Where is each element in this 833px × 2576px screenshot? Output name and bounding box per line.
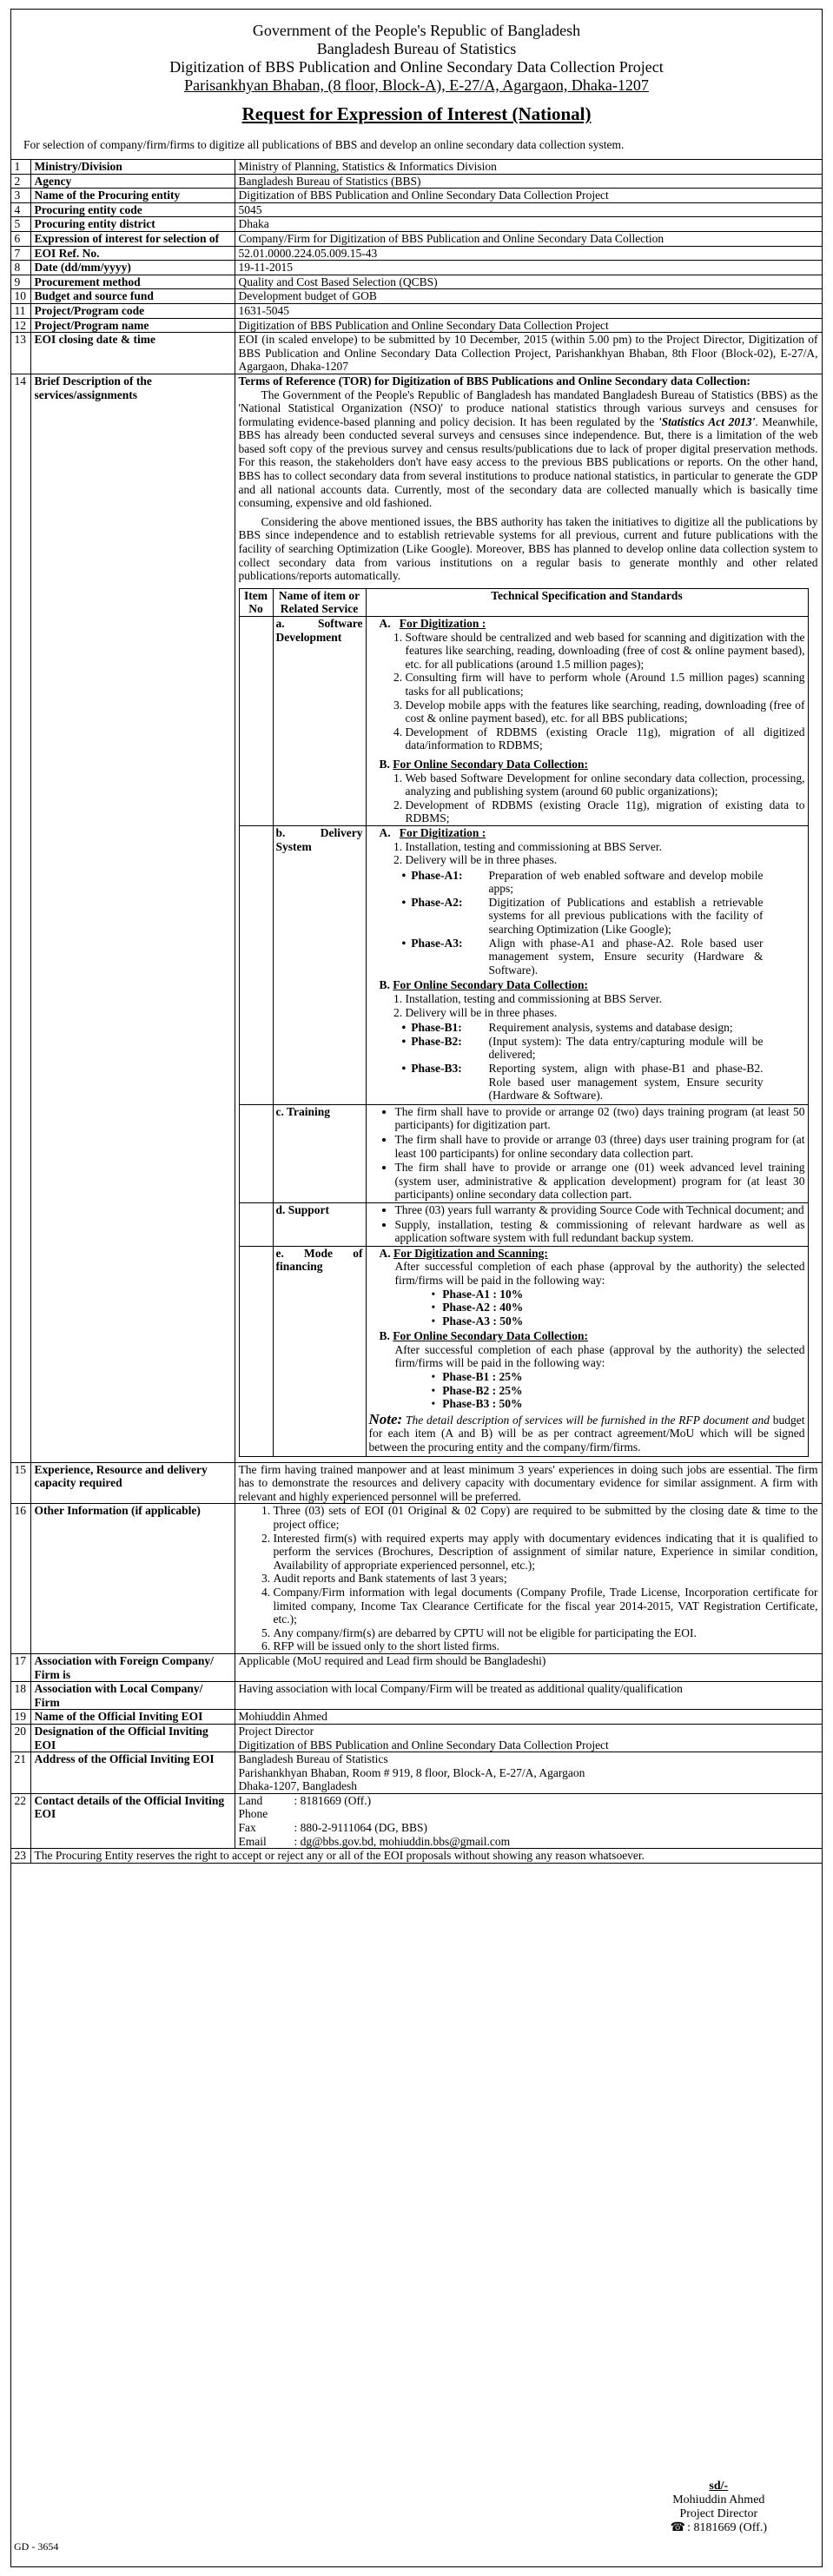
- note: Note: The detail description of services will be furnished in the RFP document and budget for each item (A and B) will be as per contract agreement/MoU which will be signed between the procuring entity and the company/firm/firms.: [368, 1410, 805, 1454]
- phase-row: • Phase-A3: Align with phase-A1 and phase-A2. Role based user management system, Ensure security (Hardware & Software).: [400, 937, 765, 977]
- table-row: [10, 1849, 822, 1864]
- field-label: Designation of the Official Inviting EOI: [30, 1724, 235, 1752]
- list-item: 2. Delivery will be in three phases.: [406, 853, 805, 867]
- field-label: EOI closing date & time: [30, 333, 235, 374]
- section-title: For Online Secondary Data Collection:: [393, 978, 588, 992]
- field-value: Bangladesh Bureau of Statistics (BBS): [235, 174, 822, 189]
- row-number: 10: [10, 289, 30, 304]
- table-row: [10, 160, 822, 175]
- spec-list: [369, 631, 805, 752]
- list-item: 1. Installation, testing and commissioning at BBS Server.: [406, 992, 805, 1006]
- table-row: [10, 174, 822, 189]
- payment-list: [432, 1288, 805, 1328]
- row-number: 6: [10, 231, 30, 246]
- row-number: 1: [10, 160, 30, 175]
- list-item: 4. Development of RDBMS (existing Oracle 11g), migration of all digitized data/information to RDBMS;: [406, 725, 805, 752]
- field-value: 52.01.0000.224.05.009.15-43: [235, 246, 822, 261]
- row-number: 11: [10, 303, 30, 318]
- payment-phase: • Phase-A1 : 10%: [432, 1288, 805, 1301]
- payment-list: [432, 1370, 805, 1411]
- table-row: [10, 275, 822, 289]
- payment-text: After successful completion of each phase (approval by the authority) the selected firm/firms will be paid in the following way:: [394, 1260, 805, 1287]
- field-label: Ministry/Division: [30, 160, 235, 175]
- section-title: For Digitization and Scanning:: [393, 1246, 548, 1260]
- list-item: • Supply, installation, testing & commissioning of relevant hardware as well as application software system with full redundant backup system.: [395, 1218, 805, 1245]
- field-label: Agency: [30, 174, 235, 189]
- fax: Fax : 880-2-9111064 (DG, BBS): [238, 1821, 427, 1835]
- field-label: Project/Program code: [30, 303, 235, 318]
- field-label: Name of the Procuring entity: [30, 189, 235, 203]
- list-item: 2. Development of RDBMS (existing Oracle 11g), migration of existing data to RDBMS;: [406, 798, 805, 825]
- row-number: 18: [10, 1682, 30, 1710]
- official-address: Bangladesh Bureau of Statistics Parishankhyan Bhaban, Room # 919, 8 floor, Block-A, E-27/A, Agargaon Dhaka-1207, Bangladesh: [235, 1752, 822, 1794]
- field-value: The firm having trained manpower and at least minimum 3 years' experiences in doing such jobs are essential. The firm has to demonstrate the resources and delivery capacity with documentary evidence for similar assignment. A firm with relevant and highly experienced personnel will be preferred.: [235, 1462, 822, 1504]
- field-value: 19-11-2015: [235, 261, 822, 275]
- spec-list: [369, 771, 805, 825]
- field-value: EOI (in scaled envelope) to be submitted by 10 December, 2015 (within 5.00 pm) to the Project Director, Digitization of BBS Publication and Online Secondary Data Collection Project, Parishankhyan Bhaban, 8th Floor (Block-02), E-27/A, Agargaon, Dhaka-1207: [235, 333, 822, 374]
- government-name: Government of the People's Republic of Bangladesh: [252, 22, 581, 39]
- payment-phase: • Phase-B2 : 25%: [432, 1384, 805, 1398]
- tor-header-row: [239, 588, 808, 616]
- table-row: [10, 1682, 822, 1710]
- list-item: 1. Three (03) sets of EOI (01 Original & 02 Copy) are required to be submitted by the closing date & time to the project office;: [274, 1504, 818, 1531]
- table-row: [10, 231, 822, 246]
- tor-paragraph: Considering the above mentioned issues, the BBS authority has taken the initiatives to digitize all the publications by BBS since independence and to establish retrievable systems for all previous, current and future publications with the facility of searching Optimization (Like Google). Moreover, BBS has planned to develop online data collection system to collect secondary data from various institutions on a regular basis to generate monthly and other related publications/reports automatically.: [238, 514, 818, 583]
- list-item: 2. Consulting firm will have to perform whole (Around 1.5 million pages) scanning tasks for all publications;: [406, 671, 805, 698]
- row-number: 21: [10, 1752, 30, 1794]
- official-name: Mohiuddin Ahmed: [235, 1710, 822, 1725]
- list-item: 6. RFP will be issued only to the short listed firms.: [274, 1639, 818, 1653]
- section-title: For Digitization :: [399, 825, 486, 839]
- item-spec: A. For Digitization : 1. Software should be centralized and web based for scanning and digitization with the features like searching, reading, downloading (free of cost & online payment based), etc. for all publications (around 1.5 million pages); 2. Consulting firm will have to perform whole (Around 1.5 million pages) scanning tasks for all publications; 3. Develop mobile apps with the features like searching, reading, downloading (free of cost & online payment based), etc. for all BBS publications; 4. Development of RDBMS (existing Oracle 11g), migration of all digitized data/information to RDBMS; B. For Online Secondary Data Collection: 1. Web based Software Development for online secondary data collection, processing, analyzing and publishing system (around 60 public organizations); 2. Development of RDBMS (existing Oracle 11g), migration of existing data to RDBMS;: [366, 617, 808, 826]
- table-row: [10, 1793, 822, 1848]
- table-row: [10, 189, 822, 203]
- field-value: The Procuring Entity reserves the right to accept or reject any or all of the EOI proposals without showing any reason whatsoever.: [30, 1849, 822, 1864]
- list-item: 2. Interested firm(s) with required experts may apply with documentary evidences indicating that it is qualified to perform the services (Brochures, Description of assignment of similar nature, Experience in similar condition, Availability of appropriate experienced personnel, etc.);: [274, 1532, 818, 1573]
- field-label: Address of the Official Inviting EOI: [30, 1752, 235, 1794]
- tor-row: [239, 1104, 808, 1202]
- list-item: 4. Company/Firm information with legal documents (Company Profile, Trade License, Incorporation certificate for limited company, Income Tax Clearance Certificate for the fiscal year 2014-2015, VAT Registration Certificate, etc.);: [274, 1586, 818, 1626]
- section-title: For Online Secondary Data Collection:: [393, 757, 588, 771]
- table-row: [10, 1710, 822, 1725]
- field-value: Quality and Cost Based Selection (QCBS): [235, 275, 822, 289]
- field-label: Project/Program name: [30, 318, 235, 333]
- section-title: For Online Secondary Data Collection:: [393, 1329, 588, 1343]
- tor-row: [239, 825, 808, 1104]
- field-value: Development budget of GOB: [235, 289, 822, 304]
- row-number: 16: [10, 1504, 30, 1654]
- table-row: [10, 1462, 822, 1504]
- tor-table: [239, 588, 809, 1457]
- table-row: [10, 202, 822, 217]
- land-phone: Land Phone : 8181669 (Off.): [238, 1793, 372, 1821]
- note-label: Note:: [368, 1410, 403, 1427]
- table-row: [10, 318, 822, 333]
- field-value: 5045: [235, 202, 822, 217]
- item-name: c. Training: [273, 1104, 366, 1202]
- row-number: 7: [10, 246, 30, 261]
- row-number: 23: [10, 1849, 30, 1864]
- phase-table: [400, 869, 765, 977]
- tor-row: [239, 617, 808, 826]
- item-name: d. Support: [273, 1202, 366, 1246]
- row-number: 9: [10, 275, 30, 289]
- item-spec: A. For Digitization : 1. Installation, testing and commissioning at BBS Server. 2. Delivery will be in three phases. • Phase-A1: Preparation of web enabled software and develop mobile apps; • Phase-A2: Digitization of Publications and establish a retrievable systems for all previous publications with the facility of searching Optimization (Like Google); • Phase-A3: Align with phase-A1 and phase-A2. Role based user management system, Ensure security (Hardware & Software). B. For Online Secondary Data Collection: 1. Installation, testing and commissioning at BBS Server. 2. Delivery will be in three phases. • Phase-B1: Requirement analysis, systems and database design; • Phase-B2: (Input system): The data entry/capturing module will be delivered; • Phase-B3: Reporting system, align with phase-B1 and phase-B2. Role based user management system, Ensure security (Hardware & Software).: [366, 825, 808, 1104]
- section-title: For Digitization :: [399, 617, 486, 630]
- office-address: Parisankhyan Bhaban, (8 floor, Block-A), E-27/A, Agargaon, Dhaka-1207: [184, 76, 649, 94]
- field-value: Company/Firm for Digitization of BBS Publication and Online Secondary Data Collection: [235, 231, 822, 246]
- list-item: 3. Develop mobile apps with the features like searching, reading, downloading (free of cost & online payment based), etc. for all BBS publications;: [406, 699, 805, 725]
- tor-row: [239, 1246, 808, 1456]
- tor-paragraph: The Government of the People's Republic of Bangladesh has mandated Bangladesh Bureau of Statistics (BBS) as the 'National Statistical Organization (NSO)' to produce national statistics through various surveys and censuses for formulating evidence-based planning and policy decision. It has been regulated by the 'Statistics Act 2013'. Meanwhile, BBS has already been conducted several surveys and censuses since independence. But, there is a limitation of the web based soft copy of the previous survey and census results/publications due to lack of proper digital preservation methods. For this reason, the stakeholders don't have easy access to the previous BBS publications or reports. On the other hand, BBS has to collect secondary data from several institutions to produce national statistics, in particular to generate the GDP and all national accounts data. Currently, most of the secondary data are collected manually which is basically time consuming, expensive and old fashioned.: [238, 387, 818, 510]
- payment-text: After successful completion of each phase (approval by the authority) the selected firm/firms will be paid in the following way:: [394, 1342, 805, 1370]
- field-label: Brief Description of the services/assignments: [30, 374, 235, 1462]
- field-value: Dhaka: [235, 217, 822, 232]
- row-number: 14: [10, 374, 30, 1462]
- list-item: 5. Any company/firm(s) are debarred by CPTU will not be eligible for participating the EOI.: [274, 1626, 818, 1640]
- list-item: 3. Audit reports and Bank statements of last 3 years;: [274, 1572, 818, 1586]
- phase-row: • Phase-B2: (Input system): The data entry/capturing module will be delivered;: [400, 1035, 765, 1062]
- field-label: Association with Local Company/ Firm: [30, 1682, 235, 1710]
- signatory-name: Mohiuddin Ahmed: [672, 2493, 765, 2506]
- signature-block: [671, 2480, 767, 2535]
- field-value: Having association with local Company/Firm will be treated as additional quality/qualification: [235, 1682, 822, 1710]
- field-label: Budget and source fund: [30, 289, 235, 304]
- advertisement-frame: [10, 9, 823, 2567]
- signatory-designation: Project Director: [679, 2507, 758, 2520]
- other-info-list: [239, 1504, 818, 1653]
- field-value: [235, 1504, 822, 1654]
- eoi-table: [10, 159, 823, 1864]
- field-label: EOI Ref. No.: [30, 246, 235, 261]
- table-row: [10, 1504, 822, 1654]
- row-number: 8: [10, 261, 30, 275]
- col-item-name: Name of item or Related Service: [273, 588, 366, 616]
- spec-list: [369, 1105, 805, 1202]
- row-number: 4: [10, 202, 30, 217]
- field-value: 1631-5045: [235, 303, 822, 318]
- signature-sd: sd/-: [709, 2480, 729, 2493]
- list-item: • Three (03) years full warranty & providing Source Code with Technical document; and: [395, 1203, 805, 1217]
- item-spec: A. For Digitization and Scanning: After successful completion of each phase (approval by the authority) the selected firm/firms will be paid in the following way: • Phase-A1 : 10% • Phase-A2 : 40% • Phase-A3 : 50% B. For Online Secondary Data Collection: After successful completion of each phase (approval by the authority) the selected firm/firms will be paid in the following way: • Phase-B1 : 25% • Phase-B2 : 25% • Phase-B3 : 50% Note: The detail description of services will be furnished in the RFP document and budget for each item (A and B) will be as per contract agreement/MoU which will be signed between the procuring entity and the company/firm/firms.: [366, 1246, 808, 1456]
- row-number: 2: [10, 174, 30, 189]
- letterhead: [11, 10, 822, 124]
- list-item: • The firm shall have to provide or arrange one (01) week advanced level training (system user, administrative & application development) program for (at least 30 participants) online secondary data collection part.: [395, 1161, 805, 1202]
- item-name: b. Delivery System: [273, 825, 366, 1104]
- field-label: Procurement method: [30, 275, 235, 289]
- list-item: • The firm shall have to provide or arrange 02 (two) days training program (at least 50 participants) for digitization part.: [395, 1105, 805, 1132]
- table-row: [10, 1752, 822, 1794]
- field-value: Ministry of Planning, Statistics & Informatics Division: [235, 160, 822, 175]
- field-label: Other Information (if applicable): [30, 1504, 235, 1654]
- tor-row: [239, 1202, 808, 1246]
- table-row: [10, 1653, 822, 1681]
- item-name: a. Software Development: [273, 617, 366, 826]
- table-row: [10, 303, 822, 318]
- phone-icon: ☎: [670, 2521, 686, 2534]
- bureau-name: Bangladesh Bureau of Statistics: [316, 40, 517, 57]
- field-label: Procuring entity district: [30, 217, 235, 232]
- list-item: 1. Web based Software Development for online secondary data collection, processing, analyzing and publishing system (around 60 public organizations);: [406, 771, 805, 798]
- item-spec: [366, 1104, 808, 1202]
- list-item: 1. Software should be centralized and web based for scanning and digitization with the features like searching, reading, downloading (free of cost & online payment based), etc. for all publications (around 1.5 million pages);: [406, 631, 805, 672]
- spec-list: [369, 840, 805, 867]
- field-label: Procuring entity code: [30, 202, 235, 217]
- field-label: Contact details of the Official Inviting EOI: [30, 1793, 235, 1848]
- row-number: 15: [10, 1462, 30, 1504]
- phase-row: • Phase-B3: Reporting system, align with phase-B1 and phase-B2. Role based user management system, Ensure security (Hardware & Software).: [400, 1062, 765, 1103]
- row-number: 13: [10, 333, 30, 374]
- col-specification: Technical Specification and Standards: [366, 588, 808, 616]
- payment-phase: • Phase-B3 : 50%: [432, 1397, 805, 1411]
- field-value: Digitization of BBS Publication and Online Secondary Data Collection Project: [235, 318, 822, 333]
- project-name: Digitization of BBS Publication and Online Secondary Data Collection Project: [169, 58, 664, 76]
- spec-list: [369, 992, 805, 1019]
- services-description: [235, 374, 822, 1462]
- document-code: GD - 3654: [14, 2540, 59, 2553]
- phase-row: • Phase-A1: Preparation of web enabled software and develop mobile apps;: [400, 869, 765, 896]
- payment-phase: • Phase-A2 : 40%: [432, 1301, 805, 1314]
- field-label: Experience, Resource and delivery capacity required: [30, 1462, 235, 1504]
- table-row: [10, 261, 822, 275]
- signatory-phone: ☎ : 8181669 (Off.): [670, 2521, 767, 2534]
- table-row: [10, 1724, 822, 1752]
- contact-details: [235, 1793, 822, 1848]
- row-number: 19: [10, 1710, 30, 1725]
- item-name: e. Mode of financing: [273, 1246, 366, 1456]
- spec-list: [369, 1203, 805, 1245]
- row-number: 22: [10, 1793, 30, 1848]
- item-spec: [366, 1202, 808, 1246]
- payment-phase: • Phase-A3 : 50%: [432, 1314, 805, 1328]
- field-value: Applicable (MoU required and Lead firm should be Bangladeshi): [235, 1653, 822, 1681]
- list-item: 2. Delivery will be in three phases.: [406, 1006, 805, 1020]
- row-number: 5: [10, 217, 30, 232]
- row-number: 17: [10, 1653, 30, 1681]
- field-label: Date (dd/mm/yyyy): [30, 261, 235, 275]
- table-row: [10, 374, 822, 1462]
- phase-table: [400, 1021, 765, 1103]
- row-number: 12: [10, 318, 30, 333]
- field-label: Association with Foreign Company/ Firm is: [30, 1653, 235, 1681]
- email: Email : dg@bbs.gov.bd, mohiuddin.bbs@gmail.com: [238, 1834, 511, 1848]
- list-item: 1. Installation, testing and commissioning at BBS Server.: [406, 840, 805, 854]
- statistics-act: 'Statistics Act 2013': [658, 414, 756, 428]
- phase-row: • Phase-B1: Requirement analysis, systems and database design;: [400, 1021, 765, 1035]
- field-label: Name of the Official Inviting EOI: [30, 1710, 235, 1725]
- tor-title: Terms of Reference (TOR) for Digitization of BBS Publications and Online Secondary data Collection:: [238, 374, 750, 387]
- table-row: [10, 289, 822, 304]
- list-item: • The firm shall have to provide or arrange 03 (three) days user training program for (at least 100 participants) for online secondary data collection part.: [395, 1133, 805, 1160]
- field-label: Expression of interest for selection of: [30, 231, 235, 246]
- table-row: [10, 246, 822, 261]
- official-designation: Project Director Digitization of BBS Publication and Online Secondary Data Collection Project: [235, 1724, 822, 1752]
- table-row: [10, 217, 822, 232]
- page-title: Request for Expression of Interest (National): [241, 103, 592, 124]
- col-item-no: Item No: [239, 588, 273, 616]
- intro-text: For selection of company/firm/firms to digitize all publications of BBS and develop an online secondary data collection system.: [23, 138, 625, 151]
- field-value: Digitization of BBS Publication and Online Secondary Data Collection Project: [235, 189, 822, 203]
- row-number: 20: [10, 1724, 30, 1752]
- table-row: [10, 333, 822, 374]
- payment-phase: • Phase-B1 : 25%: [432, 1370, 805, 1384]
- row-number: 3: [10, 189, 30, 203]
- phase-row: • Phase-A2: Digitization of Publications and establish a retrievable systems for all previous publications with the facility of searching Optimization (Like Google);: [400, 896, 765, 937]
